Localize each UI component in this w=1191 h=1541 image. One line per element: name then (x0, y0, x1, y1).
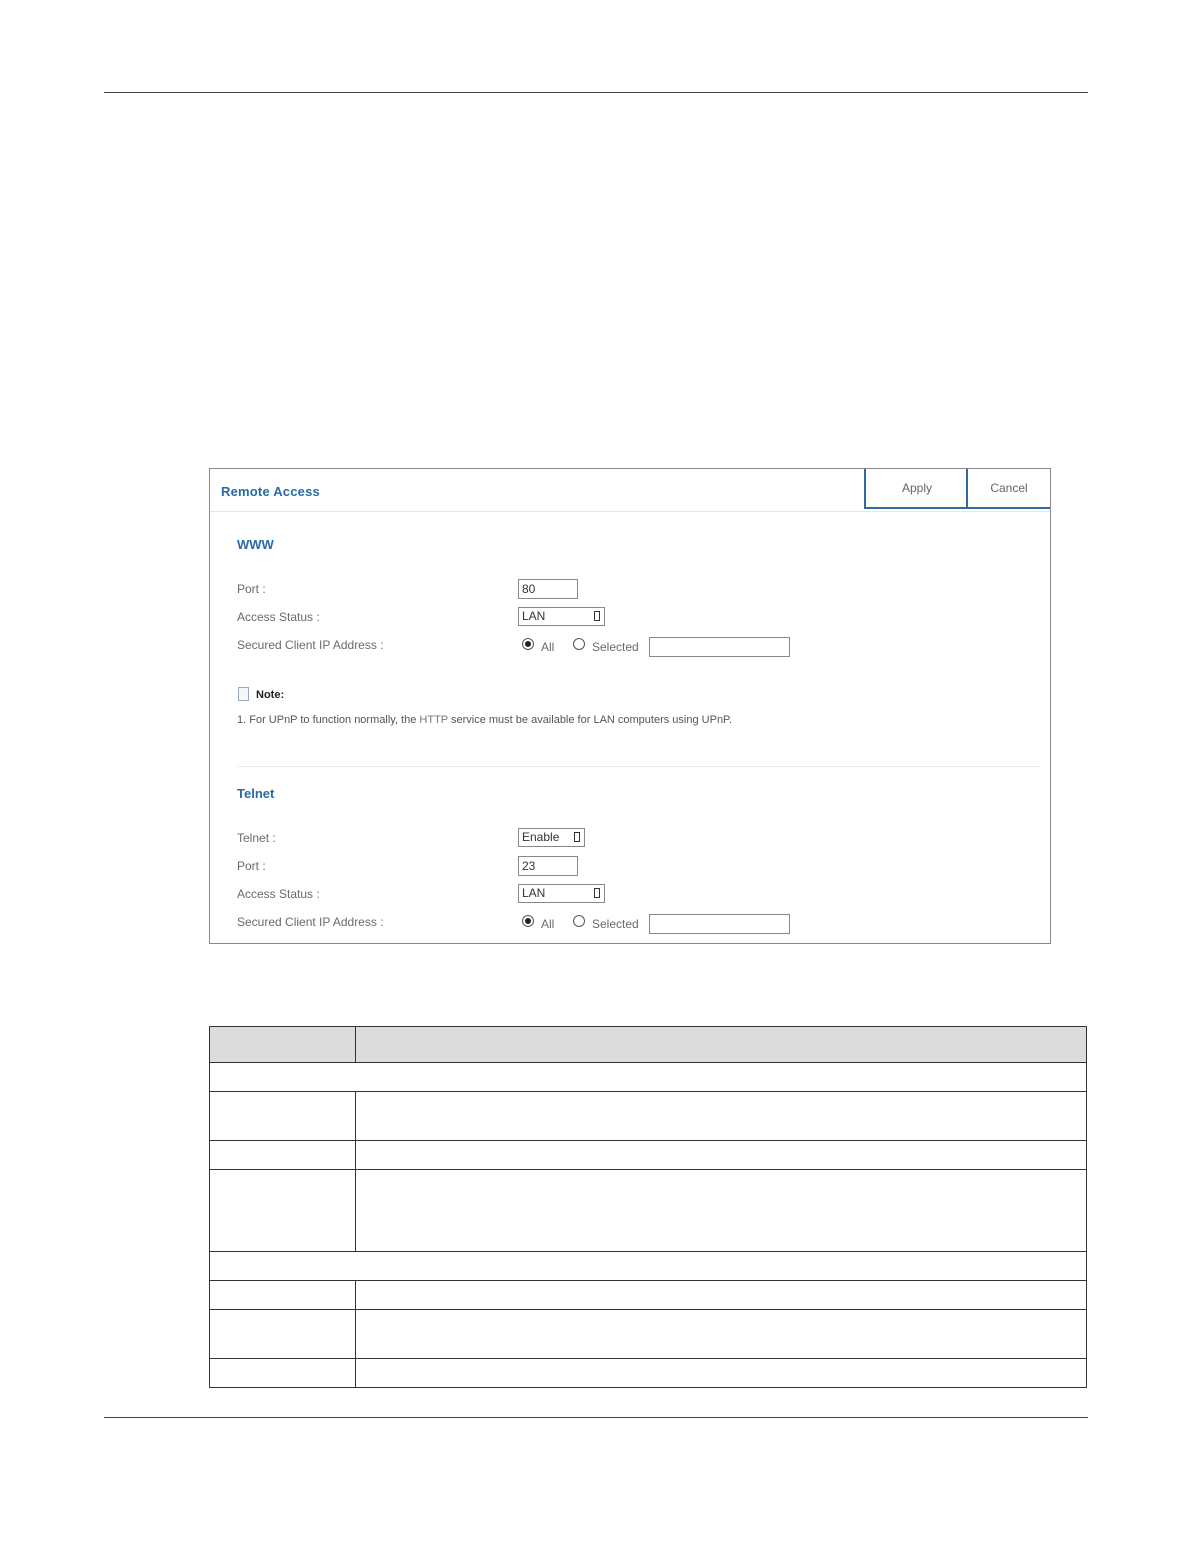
dropdown-arrow-icon (574, 832, 580, 842)
www-section-title: WWW (237, 537, 274, 552)
telnet-port-input[interactable] (518, 856, 578, 876)
dropdown-arrow-icon (594, 888, 600, 898)
section-divider (237, 766, 1040, 767)
www-ip-address-input[interactable] (649, 637, 790, 657)
cancel-button[interactable]: Cancel (966, 469, 1050, 509)
telnet-secured-ip-label: Secured Client IP Address : (237, 915, 384, 929)
table-row (210, 1280, 1086, 1310)
table-column-divider (355, 1027, 356, 1062)
note-text-highlight: HTTP (419, 714, 448, 726)
page-footer-rule (104, 1417, 1088, 1418)
telnet-enable-select[interactable] (518, 828, 585, 847)
dropdown-arrow-icon (594, 611, 600, 621)
telnet-access-status-select[interactable] (518, 884, 605, 903)
note-text-part1: 1. For UPnP to function normally, the (237, 714, 420, 726)
www-radio-selected-label: Selected (592, 640, 639, 654)
www-port-input[interactable] (518, 579, 578, 599)
table-section-row (210, 1062, 1086, 1092)
www-radio-all-label: All (541, 640, 555, 654)
www-secured-ip-label: Secured Client IP Address : (237, 638, 384, 652)
table-row (210, 1169, 1086, 1252)
telnet-ip-address-input[interactable] (649, 914, 790, 934)
note-text-part2: service must be available for LAN computers using UPnP. (447, 714, 733, 726)
note-title: Note: (256, 689, 285, 701)
www-port-label: Port : (237, 582, 266, 596)
telnet-radio-selected[interactable] (573, 915, 585, 927)
table-row (210, 1309, 1086, 1359)
www-radio-selected[interactable] (573, 638, 585, 650)
telnet-enable-label: Telnet : (237, 831, 276, 845)
www-radio-all[interactable] (522, 638, 534, 650)
telnet-radio-all[interactable] (522, 915, 534, 927)
note-text (237, 714, 732, 726)
apply-button[interactable]: Apply (864, 469, 968, 509)
telnet-radio-all-label: All (541, 917, 555, 931)
telnet-radio-selected-label: Selected (592, 917, 639, 931)
panel-title: Remote Access (221, 484, 320, 499)
telnet-section-title: Telnet (237, 786, 275, 801)
table-row (210, 1140, 1086, 1170)
www-access-status-value: LAN (522, 609, 546, 623)
www-access-status-label: Access Status : (237, 610, 320, 624)
telnet-access-status-label: Access Status : (237, 887, 320, 901)
panel-header (210, 469, 1050, 512)
remote-access-panel (209, 468, 1051, 944)
table-column-divider (355, 1280, 356, 1387)
note-icon (238, 687, 249, 701)
telnet-enable-value: Enable (522, 830, 560, 844)
table-row (210, 1091, 1086, 1141)
telnet-port-label: Port : (237, 859, 266, 873)
table-section-row (210, 1251, 1086, 1281)
telnet-access-status-value: LAN (522, 886, 546, 900)
www-access-status-select[interactable] (518, 607, 605, 626)
page-header-rule (104, 92, 1088, 93)
field-description-table (209, 1026, 1087, 1388)
table-header-row (210, 1027, 1086, 1063)
table-column-divider (355, 1091, 356, 1251)
